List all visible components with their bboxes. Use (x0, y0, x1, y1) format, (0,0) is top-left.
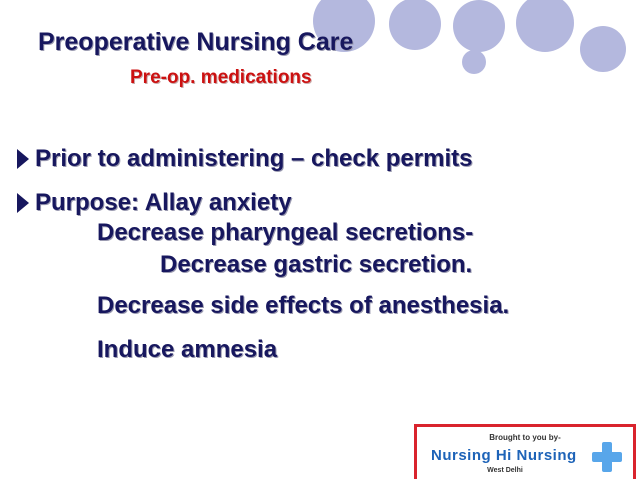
decor-circle-2 (389, 0, 441, 50)
bullet-item-2 (13, 189, 292, 217)
triangle-bullet-icon (17, 193, 29, 213)
sub-line-1: Decrease pharyngeal secretions- (97, 219, 474, 246)
badge-top-text: Brought to you by- (489, 433, 561, 442)
decor-circle-4 (462, 50, 486, 74)
slide-title: Preoperative Nursing Care (38, 28, 354, 56)
decor-circle-6 (580, 26, 626, 72)
badge-name: Nursing Hi Nursing (431, 447, 577, 464)
bullet-text-2: Purpose: Allay anxiety (35, 189, 292, 216)
bullet-item-1 (13, 145, 472, 173)
decor-circle-5 (516, 0, 574, 52)
sub-line-3: Decrease side effects of anesthesia. (97, 292, 510, 319)
triangle-bullet-icon (17, 149, 29, 169)
slide-subtitle: Pre-op. medications (130, 67, 312, 88)
decor-circle-3 (453, 0, 505, 52)
bullet-text-1: Prior to administering – check permits (35, 145, 473, 172)
sub-line-4: Induce amnesia (97, 336, 278, 363)
sub-line-2: Decrease gastric secretion. (160, 251, 473, 278)
sponsor-badge (414, 424, 636, 479)
badge-sub-text: West Delhi (487, 467, 523, 474)
